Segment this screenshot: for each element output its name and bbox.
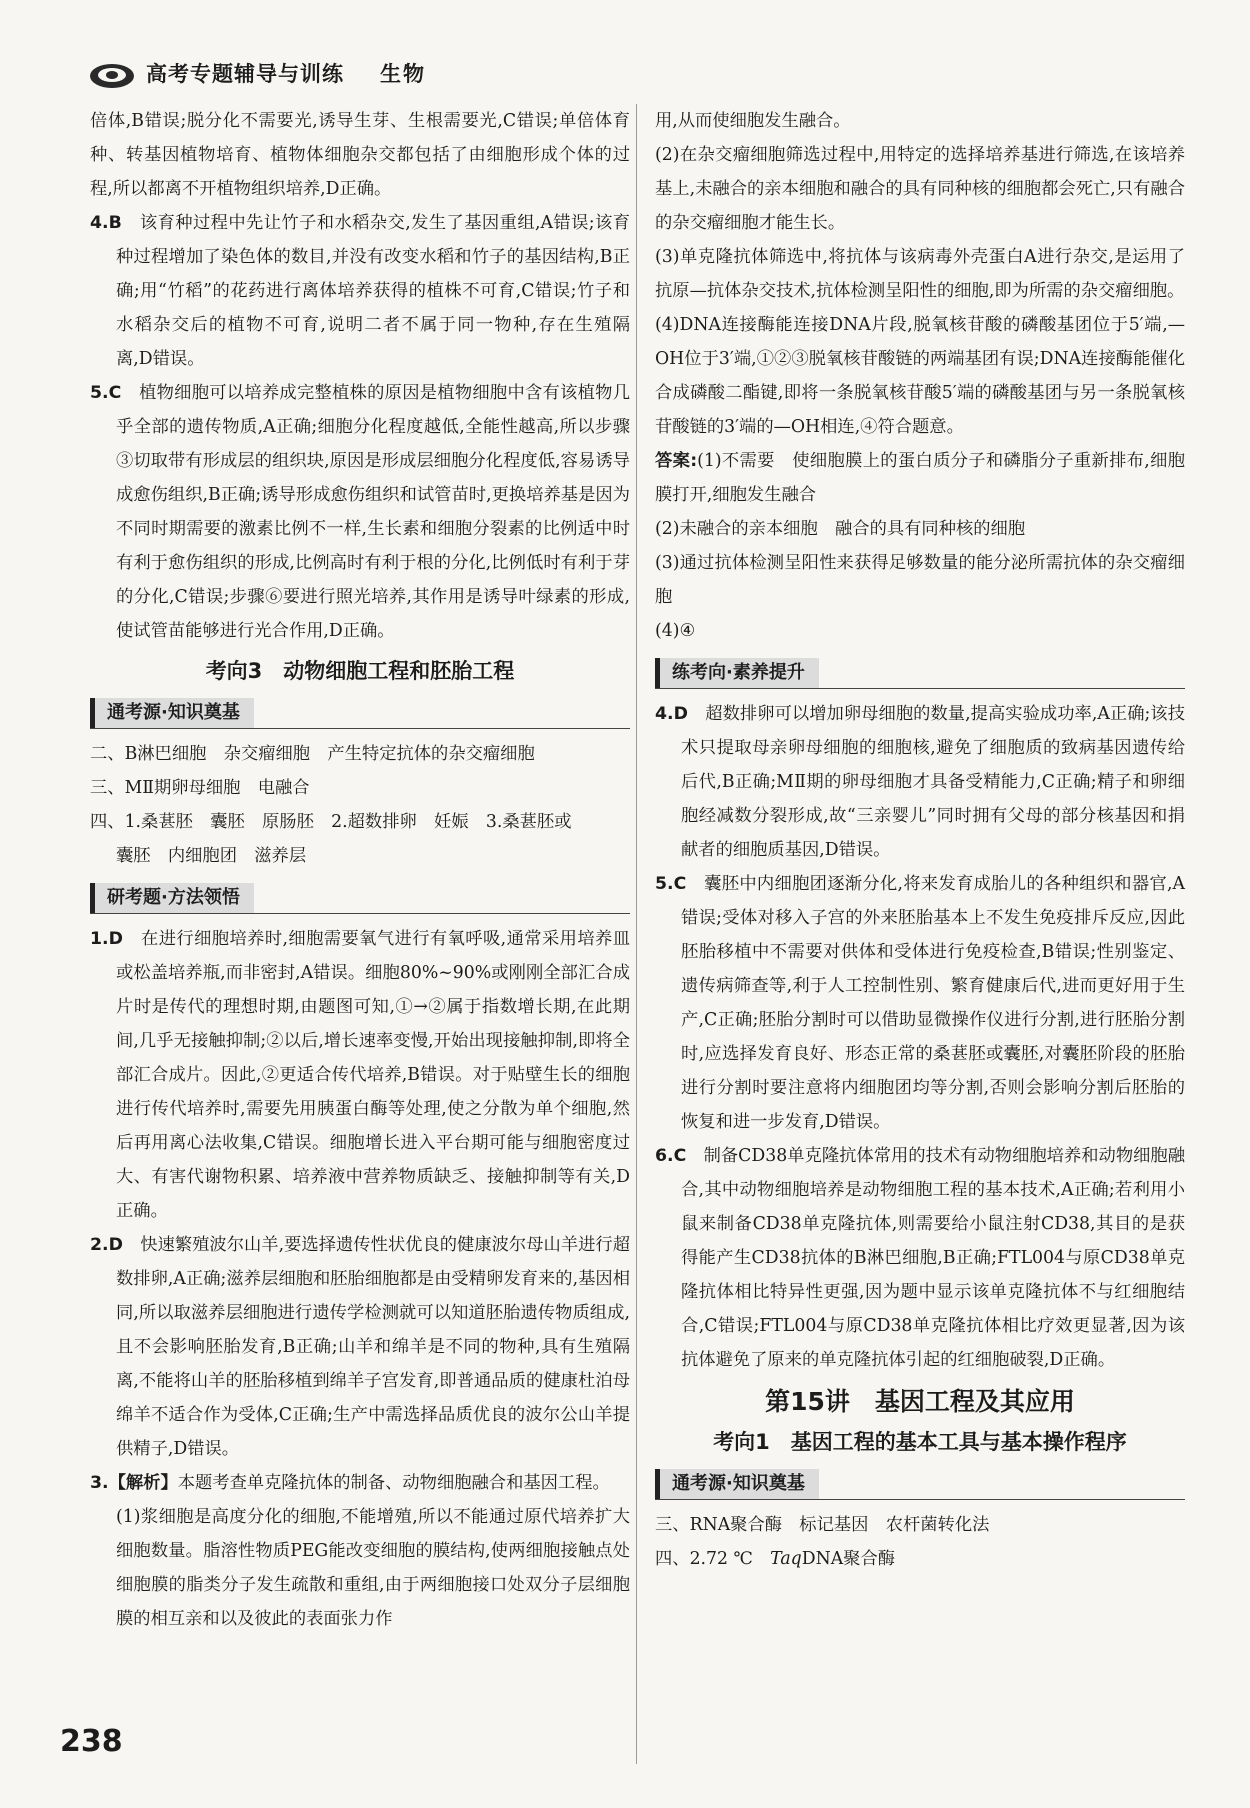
answer-line: (2)未融合的亲本细胞 融合的具有同种核的细胞 xyxy=(655,519,1026,539)
section-bar: 通考源·知识奠基 xyxy=(655,1469,1185,1500)
paragraph: (1)浆细胞是高度分化的细胞,不能增殖,所以不能通过原代培养扩大细胞数量。脂溶性物质PEG能改变细胞的膜结构,使两细胞接触点处细胞膜的脂类分子发生疏散和重组,由于两细胞接口处双分子层细胞膜的相互亲和以及彼此的表面张力作 xyxy=(116,1507,630,1629)
lecture-title: 第15讲 基因工程及其应用 xyxy=(765,1387,1075,1416)
answer-item: 6.C 制备CD38单克隆抗体常用的技术有动物细胞培养和动物细胞融合,其中动物细胞培养是动物细胞工程的基本技术,A正确;若利用小鼠来制备CD38单克隆抗体,则需要给小鼠注射CD38,其目的是获得能产生CD38抗体的B淋巴细胞,B正确;FTL004与原CD38单克隆抗体相比特异性更强,因为题中显示该单克隆抗体不与红细胞结合,C错误;FTL004与原CD38单克隆抗体相比疗效更显著,因为该抗体避免了原来的单克隆抗体引起的红细胞破裂,D正确。 xyxy=(655,1146,1185,1370)
knowledge-line: 四、1.桑葚胚 囊胚 原肠胚 2.超数排卵 妊娠 3.桑葚胚或 xyxy=(90,812,572,832)
knowledge-line: 二、B淋巴细胞 杂交瘤细胞 产生特定抗体的杂交瘤细胞 xyxy=(90,744,535,764)
answer-line: (3)通过抗体检测呈阳性来获得足够数量的能分泌所需抗体的杂交瘤细胞 xyxy=(655,553,1185,607)
answer-item: 5.C 囊胚中内细胞团逐渐分化,将来发育成胎儿的各种组织和器官,A错误;受体对移入子宫的外来胚胎基本上不发生免疫排斥反应,因此胚胎移植中不需要对供体和受体进行免疫检查,B错误;性别鉴定、遗传病筛查等,利于人工控制性别、繁育健康后代,进而更好用于生产,C正确;胚胎分割时可以借助显微操作仪进行分割,进行胚胎分割时,应选择发育良好、形态正常的桑葚胚或囊胚,对囊胚阶段的胚胎进行分割时要注意将内细胞团均等分割,否则会影响分割后胚胎的恢复和进一步发育,D错误。 xyxy=(655,874,1185,1132)
section-bar: 练考向·素养提升 xyxy=(655,658,1185,689)
answer-item: 4.D 超数排卵可以增加卵母细胞的数量,提高实验成功率,A正确;该技术只提取母亲卵母细胞的细胞核,避免了细胞质的致病基因遗传给后代,B正确;MⅡ期的卵母细胞才具备受精能力,C正确;精子和卵细胞经减数分裂形成,故“三亲婴儿”同时拥有父母的部分核基因和捐献者的细胞质基因,D错误。 xyxy=(655,704,1185,860)
knowledge-line: 三、RNA聚合酶 标记基因 农杆菌转化法 xyxy=(655,1515,990,1535)
answer-item: 5.C 植物细胞可以培养成完整植株的原因是植物细胞中含有该植物几乎全部的遗传物质,A正确;细胞分化程度越低,全能性越高,所以步骤③切取带有形成层的组织块,原因是形成层细胞分化程度低,容易诱导成愈伤组织,B正确;诱导形成愈伤组织和试管苗时,更换培养基是因为不同时期需要的激素比例不一样,生长素和细胞分裂素的比例适中时有利于愈伤组织的形成,比例高时有利于根的分化,比例低时有利于芽的分化,C错误;步骤⑥要进行照光培养,其作用是诱导叶绿素的形成,使试管苗能够进行光合作用,D正确。 xyxy=(90,383,630,641)
knowledge-line: 囊胚 内细胞团 滋养层 xyxy=(116,846,307,866)
right-column xyxy=(655,104,1185,1576)
knowledge-line: 四、2.72 ℃ TaqDNA聚合酶 xyxy=(655,1549,896,1569)
header-title: 高考专题辅导与训练 xyxy=(146,62,344,86)
section-heading: 考向1 基因工程的基本工具与基本操作程序 xyxy=(713,1430,1127,1454)
section-bar: 研考题·方法领悟 xyxy=(90,883,630,914)
page-header xyxy=(80,56,1180,96)
page-number: 238 xyxy=(60,1724,123,1759)
column-divider xyxy=(636,104,637,1764)
answer-item: 4.B 该育种过程中先让竹子和水稻杂交,发生了基因重组,A错误;该育种过程增加了染色体的数目,并没有改变水稻和竹子的基因结构,B正确;用“竹稻”的花药进行离体培养获得的植株不可育,C错误;竹子和水稻杂交后的植物不可育,说明二者不属于同一物种,存在生殖隔离,D错误。 xyxy=(90,213,630,369)
answer-item: 2.D 快速繁殖波尔山羊,要选择遗传性状优良的健康波尔母山羊进行超数排卵,A正确;滋养层细胞和胚胎细胞都是由受精卵发育来的,基因相同,所以取滋养层细胞进行遗传学检测就可以知道胚胎遗传物质组成,且不会影响胚胎发育,B正确;山羊和绵羊是不同的物种,具有生殖隔离,不能将山羊的胚胎移植到绵羊子宫发育,即普通品质的健康杜泊母绵羊不适合作为受体,C正确;生产中需选择品质优良的波尔公山羊提供精子,D错误。 xyxy=(90,1235,630,1459)
answer-block: 答案:(1)不需要 使细胞膜上的蛋白质分子和磷脂分子重新排布,细胞膜打开,细胞发生融合 xyxy=(655,451,1185,505)
answer-item: 3.【解析】本题考查单克隆抗体的制备、动物细胞融合和基因工程。 xyxy=(90,1473,610,1493)
paragraph: (2)在杂交瘤细胞筛选过程中,用特定的选择培养基进行筛选,在该培养基上,未融合的亲本细胞和融合的具有同种核的细胞都会死亡,只有融合的杂交瘤细胞才能生长。 xyxy=(655,145,1185,233)
paragraph: 用,从而使细胞发生融合。 xyxy=(655,111,851,131)
book-logo-icon xyxy=(88,60,136,90)
paragraph: (4)DNA连接酶能连接DNA片段,脱氧核苷酸的磷酸基团位于5′端,—OH位于3′端,①②③脱氧核苷酸链的两端基团有误;DNA连接酶能催化合成磷酸二酯键,即将一条脱氧核苷酸5′端的磷酸基团与另一条脱氧核苷酸链的3′端的—OH相连,④符合题意。 xyxy=(655,315,1185,437)
left-column xyxy=(90,104,630,1636)
knowledge-line: 三、MⅡ期卵母细胞 电融合 xyxy=(90,778,310,798)
section-bar: 通考源·知识奠基 xyxy=(90,698,630,729)
header-subject: 生物 xyxy=(380,62,426,86)
paragraph: 倍体,B错误;脱分化不需要光,诱导生芽、生根需要光,C错误;单倍体育种、转基因植物培育、植物体细胞杂交都包括了由细胞形成个体的过程,所以都离不开植物组织培养,D正确。 xyxy=(90,111,630,199)
answer-line: (4)④ xyxy=(655,621,695,641)
answer-item: 1.D 在进行细胞培养时,细胞需要氧气进行有氧呼吸,通常采用培养皿或松盖培养瓶,而非密封,A错误。细胞80%~90%或刚刚全部汇合成片时是传代的理想时期,由题图可知,①→②属于指数增长期,在此期间,几乎无接触抑制;②以后,增长速率变慢,开始出现接触抑制,即将全部汇合成片。因此,②更适合传代培养,B错误。对于贴壁生长的细胞进行传代培养时,需要先用胰蛋白酶等处理,使之分散为单个细胞,然后再用离心法收集,C错误。细胞增长进入平台期可能与细胞密度过大、有害代谢物积累、培养液中营养物质缺乏、接触抑制等有关,D正确。 xyxy=(90,929,630,1221)
section-heading: 考向3 动物细胞工程和胚胎工程 xyxy=(205,659,515,683)
paragraph: (3)单克隆抗体筛选中,将抗体与该病毒外壳蛋白A进行杂交,是运用了抗原—抗体杂交技术,抗体检测呈阳性的细胞,即为所需的杂交瘤细胞。 xyxy=(655,247,1185,301)
